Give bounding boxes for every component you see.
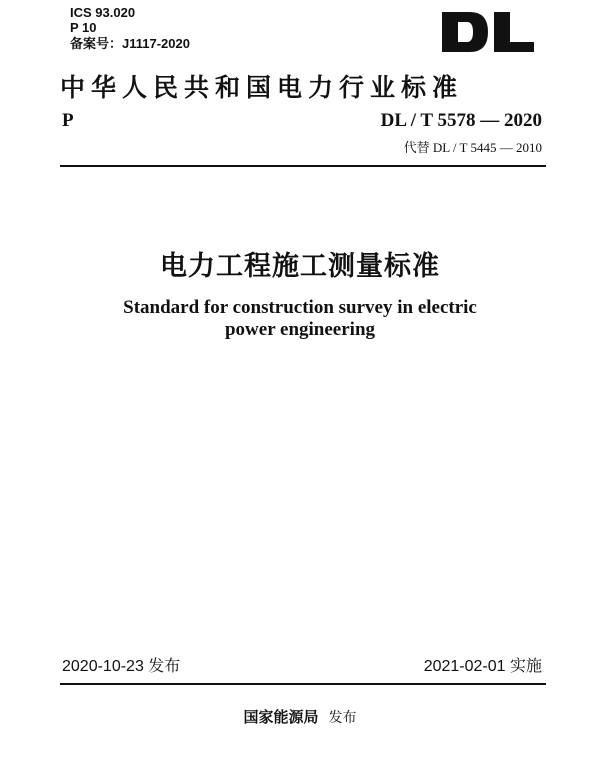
title-en-line-2: power engineering: [224, 319, 376, 340]
top-divider: [60, 165, 546, 167]
ics-code: ICS 93.020: [70, 5, 136, 20]
effective-date: 2021-02-01 实施: [423, 658, 542, 675]
bottom-divider: [60, 683, 546, 685]
issuer-verb: 发布: [328, 710, 357, 726]
issuing-authority: [0, 706, 600, 727]
industry-standard-title: 中华人民共和国电力行业标准: [60, 73, 464, 102]
classification-code: P 10: [70, 20, 97, 35]
category-letter: P: [62, 110, 74, 131]
filing-number: 备案号：J1117-2020: [70, 36, 190, 51]
issue-date: 2020-10-23 发布: [62, 658, 181, 675]
title-en-line-1: Standard for construction survey in electric: [123, 297, 477, 318]
issuer-name: 国家能源局: [243, 708, 319, 726]
standard-number: DL / T 5578 — 2020: [380, 110, 542, 131]
replaces-standard: 代替 DL / T 5445 — 2010: [403, 140, 542, 155]
document-title-chinese: 电力工程施工测量标准: [160, 251, 440, 282]
dl-logo: [440, 10, 536, 54]
document-title-english: [0, 297, 600, 341]
